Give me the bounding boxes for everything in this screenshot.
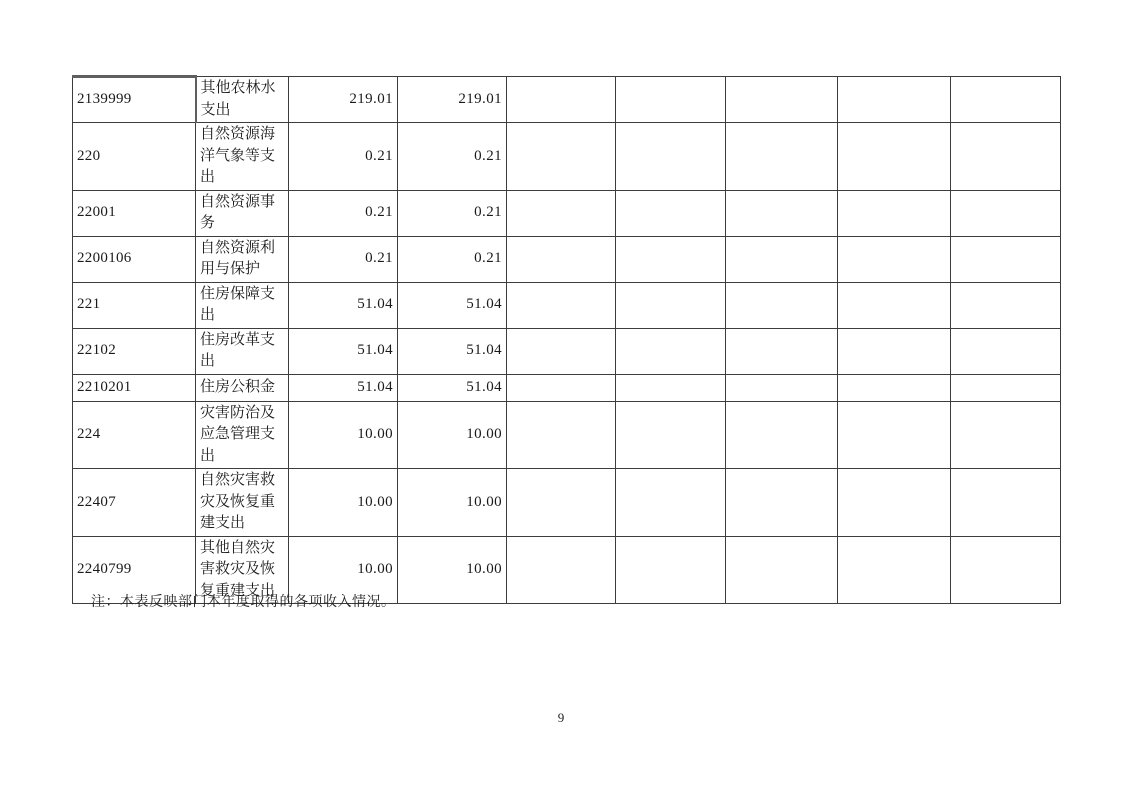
item-name-cell: 住房公积金 xyxy=(196,374,289,401)
code-cell: 2210201 xyxy=(73,374,196,401)
empty-cell xyxy=(507,77,616,123)
item-name-cell: 其他农林水支出 xyxy=(196,77,289,123)
empty-cell xyxy=(616,469,726,537)
empty-cell xyxy=(507,328,616,374)
empty-cell xyxy=(507,282,616,328)
item-name-cell: 其他自然灾害救灾及恢复重建支出 xyxy=(196,536,289,604)
empty-cell xyxy=(616,328,726,374)
table-footnote: 注：本表反映部门本年度取得的各项收入情况。 xyxy=(91,595,396,610)
empty-cell xyxy=(951,374,1061,401)
empty-cell xyxy=(951,282,1061,328)
amount-cell-2: 51.04 xyxy=(398,282,507,328)
amount-cell-2: 219.01 xyxy=(398,77,507,123)
empty-cell xyxy=(951,123,1061,191)
item-name-cell: 灾害防治及应急管理支出 xyxy=(196,401,289,469)
amount-cell-2: 10.00 xyxy=(398,469,507,537)
item-name-cell: 自然资源事务 xyxy=(196,190,289,236)
empty-cell xyxy=(616,536,726,604)
empty-cell xyxy=(616,282,726,328)
empty-cell xyxy=(838,123,951,191)
amount-cell-1: 0.21 xyxy=(289,123,398,191)
empty-cell xyxy=(726,401,838,469)
empty-cell xyxy=(616,77,726,123)
empty-cell xyxy=(838,236,951,282)
empty-cell xyxy=(838,401,951,469)
empty-cell xyxy=(616,401,726,469)
empty-cell xyxy=(951,77,1061,123)
amount-cell-2: 0.21 xyxy=(398,190,507,236)
empty-cell xyxy=(507,374,616,401)
empty-cell xyxy=(726,77,838,123)
amount-cell-1: 51.04 xyxy=(289,374,398,401)
empty-cell xyxy=(951,469,1061,537)
amount-cell-1: 51.04 xyxy=(289,282,398,328)
table-row xyxy=(73,328,1061,374)
empty-cell xyxy=(507,190,616,236)
empty-cell xyxy=(951,190,1061,236)
empty-cell xyxy=(838,374,951,401)
empty-cell xyxy=(838,77,951,123)
table-row xyxy=(73,401,1061,469)
item-name-cell: 自然资源利用与保护 xyxy=(196,236,289,282)
table-row xyxy=(73,469,1061,537)
code-cell: 224 xyxy=(73,401,196,469)
code-cell: 221 xyxy=(73,282,196,328)
code-cell: 2240799 xyxy=(73,536,196,604)
empty-cell xyxy=(507,536,616,604)
empty-cell xyxy=(507,123,616,191)
code-cell: 22001 xyxy=(73,190,196,236)
empty-cell xyxy=(507,401,616,469)
item-name-cell: 自然资源海洋气象等支出 xyxy=(196,123,289,191)
empty-cell xyxy=(726,123,838,191)
table-row xyxy=(73,190,1061,236)
empty-cell xyxy=(616,190,726,236)
table-row xyxy=(73,374,1061,401)
amount-cell-1: 0.21 xyxy=(289,190,398,236)
table-row xyxy=(73,236,1061,282)
empty-cell xyxy=(726,328,838,374)
code-cell: 2139999 xyxy=(73,77,196,123)
item-name-cell: 自然灾害救灾及恢复重建支出 xyxy=(196,469,289,537)
table-row xyxy=(73,123,1061,191)
item-name-cell: 住房保障支出 xyxy=(196,282,289,328)
code-cell: 220 xyxy=(73,123,196,191)
empty-cell xyxy=(838,190,951,236)
amount-cell-2: 0.21 xyxy=(398,236,507,282)
empty-cell xyxy=(951,328,1061,374)
empty-cell xyxy=(726,536,838,604)
empty-cell xyxy=(838,469,951,537)
empty-cell xyxy=(838,536,951,604)
code-cell: 2200106 xyxy=(73,236,196,282)
empty-cell xyxy=(616,374,726,401)
empty-cell xyxy=(838,282,951,328)
amount-cell-2: 10.00 xyxy=(398,536,507,604)
amount-cell-2: 10.00 xyxy=(398,401,507,469)
empty-cell xyxy=(951,401,1061,469)
amount-cell-1: 10.00 xyxy=(289,401,398,469)
empty-cell xyxy=(616,236,726,282)
empty-cell xyxy=(726,236,838,282)
empty-cell xyxy=(838,328,951,374)
amount-cell-1: 51.04 xyxy=(289,328,398,374)
amount-cell-2: 51.04 xyxy=(398,374,507,401)
empty-cell xyxy=(726,282,838,328)
amount-cell-2: 0.21 xyxy=(398,123,507,191)
empty-cell xyxy=(616,123,726,191)
item-name-cell: 住房改革支出 xyxy=(196,328,289,374)
amount-cell-2: 51.04 xyxy=(398,328,507,374)
page-number: 9 xyxy=(557,710,565,725)
table-row xyxy=(73,77,1061,123)
empty-cell xyxy=(726,374,838,401)
amount-cell-1: 10.00 xyxy=(289,469,398,537)
empty-cell xyxy=(726,190,838,236)
amount-cell-1: 0.21 xyxy=(289,236,398,282)
empty-cell xyxy=(726,469,838,537)
empty-cell xyxy=(507,469,616,537)
amount-cell-1: 219.01 xyxy=(289,77,398,123)
empty-cell xyxy=(507,236,616,282)
empty-cell xyxy=(951,236,1061,282)
empty-cell xyxy=(951,536,1061,604)
code-cell: 22407 xyxy=(73,469,196,537)
amount-cell-1: 10.00 xyxy=(289,536,398,604)
budget-income-table xyxy=(72,75,1061,604)
table-row xyxy=(73,282,1061,328)
code-cell: 22102 xyxy=(73,328,196,374)
